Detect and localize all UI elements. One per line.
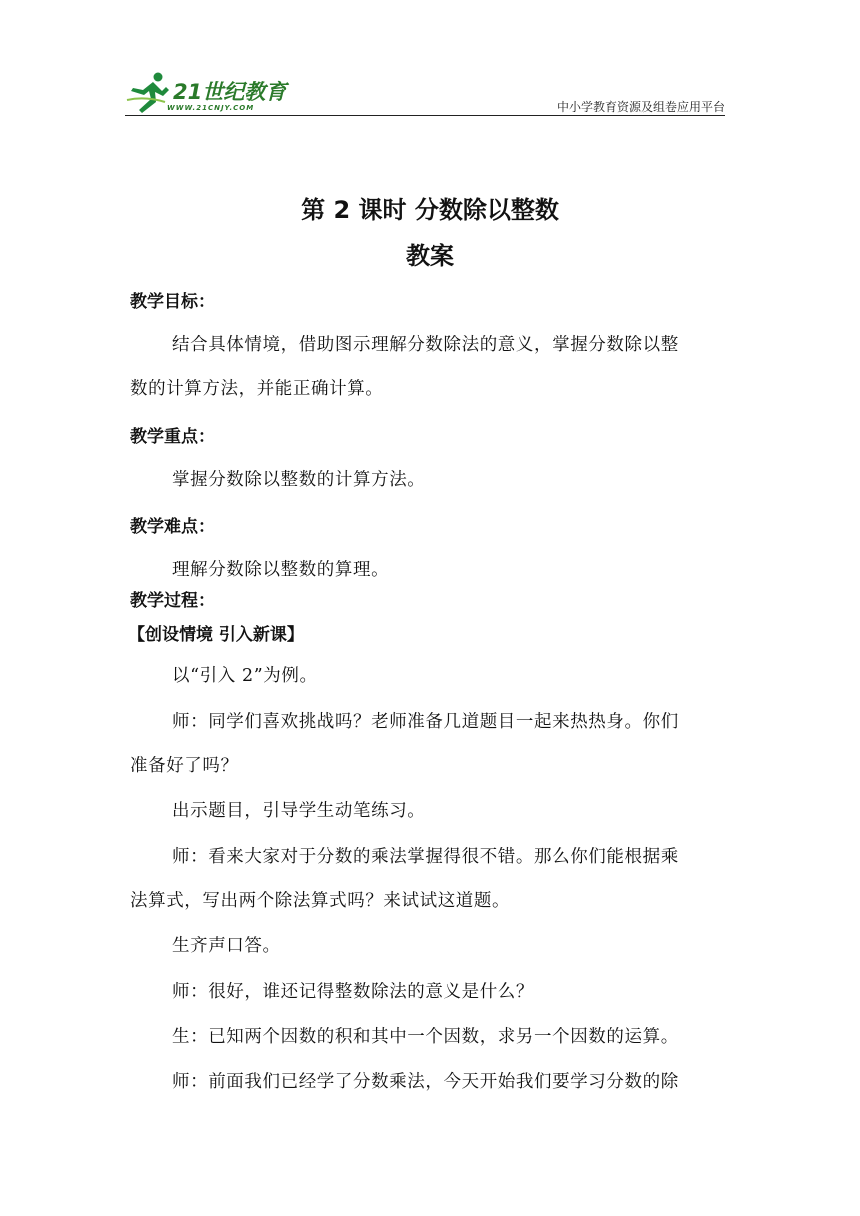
lesson-title: 第 2 课时 分数除以整数 [301, 196, 559, 224]
header-divider [125, 115, 725, 116]
paragraph-4-line1: 师：看来大家对于分数的乘法掌握得很不错。那么你们能根据乘 [172, 847, 679, 867]
paragraph-1: 以“引入 2”为例。 [172, 666, 318, 686]
goal-text-line1: 结合具体情境，借助图示理解分数除法的意义，掌握分数除以整 [172, 335, 679, 355]
lesson-subtitle: 教案 [406, 242, 454, 270]
logo-text: 21世纪教育 [173, 80, 287, 104]
difficulty-heading: 教学难点： [130, 517, 215, 537]
key-point-heading: 教学重点： [130, 427, 215, 447]
paragraph-8: 师：前面我们已经学了分数乘法，今天开始我们要学习分数的除 [172, 1072, 679, 1092]
paragraph-6: 师：很好，谁还记得整数除法的意义是什么？ [172, 982, 534, 1002]
paragraph-3: 出示题目，引导学生动笔练习。 [172, 801, 426, 821]
key-point-text: 掌握分数除以整数的计算方法。 [172, 470, 426, 490]
difficulty-text: 理解分数除以整数的算理。 [172, 560, 390, 580]
paragraph-7: 生：已知两个因数的积和其中一个因数，求另一个因数的运算。 [172, 1027, 679, 1047]
logo [125, 68, 295, 116]
platform-name: 中小学教育资源及组卷应用平台 [556, 100, 725, 114]
paragraph-5: 生齐声口答。 [172, 936, 281, 956]
paragraph-2-line2: 准备好了吗？ [130, 756, 239, 776]
paragraph-2-line1: 师：同学们喜欢挑战吗？老师准备几道题目一起来热热身。你们 [172, 712, 679, 732]
goal-text-line2: 数的计算方法，并能正确计算。 [130, 379, 384, 399]
process-heading: 教学过程： [130, 591, 215, 611]
page-header [125, 68, 725, 120]
logo-url: WWW.21CNJY.COM [167, 104, 255, 112]
section-heading: 【创设情境 引入新课】 [128, 625, 304, 645]
goal-heading: 教学目标： [130, 292, 215, 312]
paragraph-4-line2: 法算式，写出两个除法算式吗？来试试这道题。 [130, 891, 511, 911]
